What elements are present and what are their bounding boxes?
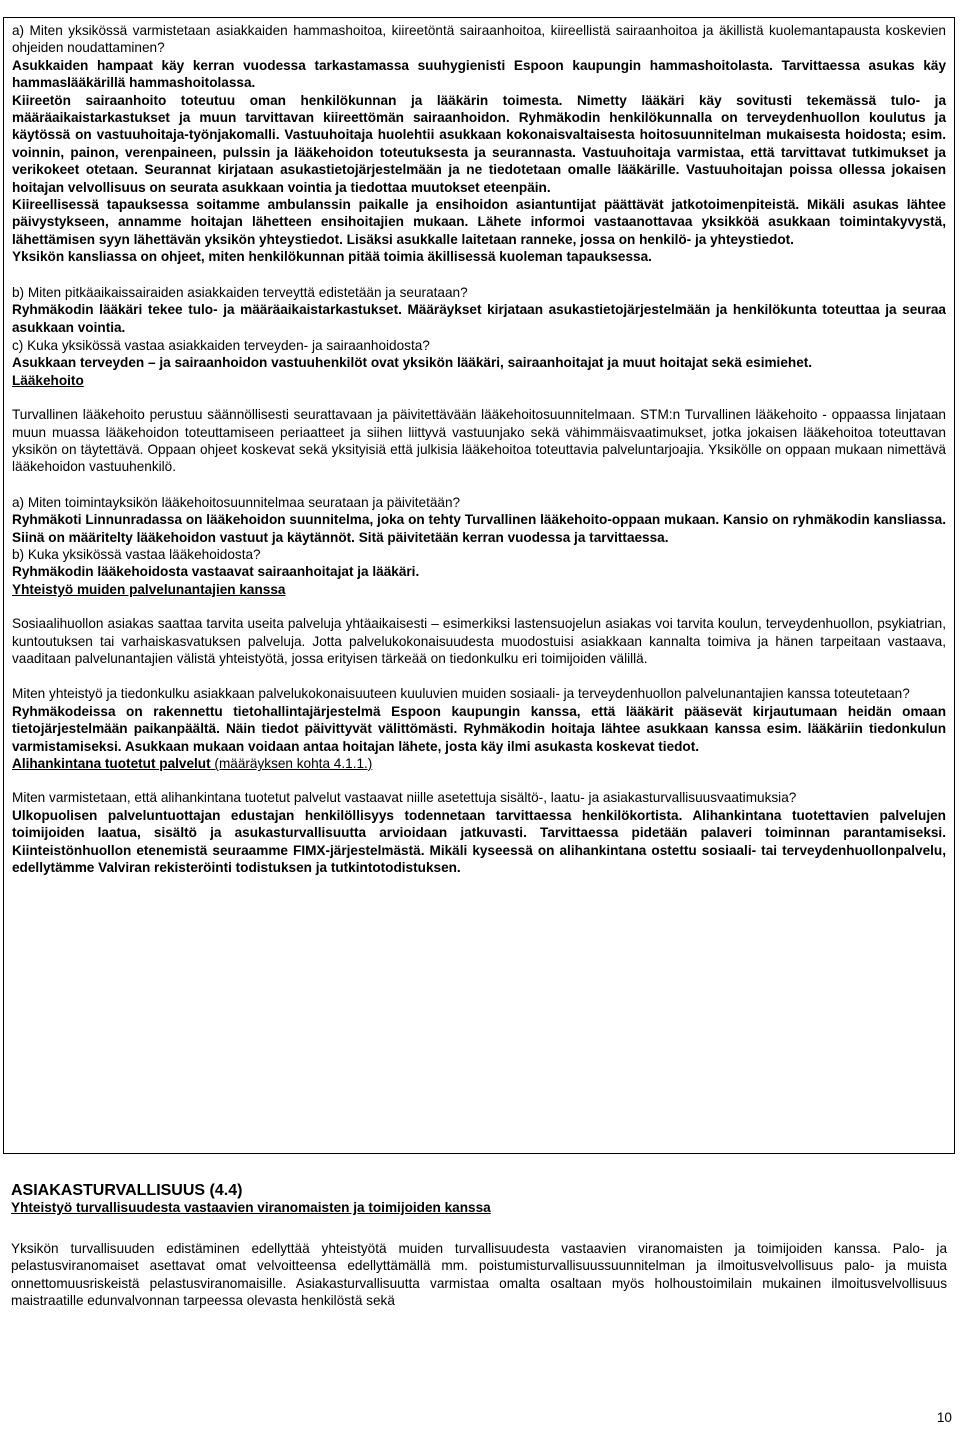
answer-medication-responsibility: Ryhmäkodin lääkehoidosta vastaavat sairaanhoitajat ja lääkäri. <box>12 564 420 580</box>
answer-subcontracting: Ulkopuolisen palveluntuottajan edustajan henkilöllisyys todennetaan tarvittaessa henkilökortista. Alihankintana tuotettavien palvelujen toimijoiden laatua, sisältö ja asukasturvallisuutta arvioidaan jatkuvasti. Tarvittaessa pidetään palaveri toiminnan parantamiseksi. Kiinteistönhuollon etenemistä seuraamme FIMX-järjestelmästä. Mikäli kyseessä on alihankintana ostettu sosiaali- tai terveydenhuollonpalvelu, edellytämme Valviran rekisteröinti todistuksen ja tutkintotodistuksen. <box>12 807 946 876</box>
question-medication-responsibility: b) Kuka yksikössä vastaa lääkehoidosta? <box>12 546 261 562</box>
question-cooperation: Miten yhteistyö ja tiedonkulku asiakkaan palvelukokonaisuuteen kuuluvien muiden sosiaali- ja terveydenhuollon palvelunantajien kanssa toteutetaan? <box>12 686 910 702</box>
answer-dental-care: Asukkaiden hampaat käy kerran vuodessa tarkastamassa suuhygienisti Espoon kaupungin hammashoitolasta. Tarvittaessa asukas käy hammaslääkärillä hammashoitolassa. <box>12 57 946 91</box>
heading-subcontracting <box>12 755 946 772</box>
cooperation-body: Sosiaalihuollon asiakas saattaa tarvita useita palveluja yhtäaikaisesti – esimerkiksi lastensuojelun asiakas voi tarvita koulun, terveydenhuollon, psykiatrian, kuntoutuksen tai varhaiskasvatuksen palveluja. Jotta palvelukokonaisuudesta muodostuisi asiakkaan kannalta toimiva ja hänen tarpeitaan vastaava, vaaditaan palvelunantajien välistä yhteistyötä, jossa erityisen tärkeää on tiedonkulku eri toimijoiden välillä. <box>12 616 946 666</box>
page-number: 10 <box>936 1410 952 1425</box>
question-medication-plan: a) Miten toimintayksikön lääkehoitosuunnitelmaa seurataan ja päivitetään? <box>12 494 461 510</box>
heading-subcontracting-bold: Alihankintana tuotetut palvelut <box>12 756 211 772</box>
bordered-answer-box <box>3 17 955 1154</box>
answer-urgent-care: Kiireellisessä tapauksessa soitamme ambulanssin paikalle ja ensihoidon asiantuntijat päättävät jatkotoimenpiteistä. Mikäli asukas lähtee päivystykseen, annamme hoitajan lähetteen ensihoitajien mukaan. Lähete informoi vastaanottavaa yksikköä asukkaan toimintakyvystä, lähettämisen syyn lähettävän yksikön yhteystiedot. Lisäksi asukkalle laitetaan ranneke, jossa on henkilö- ja yhteystiedot. <box>12 197 946 247</box>
question-long-term-patients: b) Miten pitkäaikaissairaiden asiakkaiden terveyttä edistetään ja seurataan? <box>12 284 468 300</box>
answer-cooperation: Ryhmäkodeissa on rakennettu tietohallintajärjestelmä Espoon kaupungin kanssa, että lääkärit pääsevät kirjautumaan heidän omaan tietojärjestelmään paikanpäältä. Näin tiedot päivittyvät välittömästi. Ryhmäkodin hoitaja lähtee asukkaan kanssa esim. lääkäriin tiedonkulun varmistamiseksi. Asukkaan mukaan voidaan antaa hoitajan lähete, josta käy ilmi asukasta koskevat tiedot. <box>12 703 946 754</box>
question-health-care-instructions: a) Miten yksikössä varmistetaan asiakkaiden hammashoitoa, kiireetöntä sairaanhoitoa, kiireellistä sairaanhoitoa ja äkillistä kuolemantapausta koskevien ohjeiden noudattaminen? <box>12 23 946 56</box>
answer-medication-plan: Ryhmäkoti Linnunradassa on lääkehoidon suunnitelma, joka on tehty Turvallinen lääkehoito-oppaan mukaan. Kansio on ryhmäkodin kansliassa. Siinä on määritelty lääkehoidon vastuut ja käytännöt. Sitä päivitetään kerran vuodessa ja tarvittaessa. <box>12 512 946 545</box>
answer-box-content <box>12 22 946 876</box>
answer-sudden-death: Yksikön kansliassa on ohjeet, miten henkilökunnan pitää toimia äkillisessä kuoleman tapauksessa. <box>12 249 652 265</box>
answer-health-responsibility: Asukkaan terveyden – ja sairaanhoidon vastuuhenkilöt ovat yksikön lääkäri, sairaanhoitajat ja muut hoitajat sekä esimiehet. <box>12 355 813 371</box>
section-body: Yksikön turvallisuuden edistäminen edellyttää yhteistyötä muiden turvallisuudesta vastaavien viranomaisten ja toimijoiden kanssa. Palo- ja pelastusviranomaiset asettavat omat velvoitteensa edellyttämällä mm. poistumisturvallisuussuunnitelman ja ilmoitusvelvollisuus palo- ja muista onnettomuusriskeistä pelastusviranomaisille. Asiakasturvallisuutta varmistaa omalta osaltaan myös holhoustoimilain mukainen ilmoitusvelvollisuus maistraatille edunvalvonnan tarpeessa olevasta henkilöstä sekä <box>11 1241 947 1309</box>
heading-cooperation: Yhteistyö muiden palvelunantajien kanssa <box>12 581 286 597</box>
answer-non-urgent-care: Kiireetön sairaanhoito toteutuu oman henkilökunnan ja lääkärin toimesta. Nimetty lääkäri käy sovitusti tekemässä tulo- ja määräaikaistarkastukset ja muun tarvittavan kiireettömän sairaanhoidon. Ryhmäkodin henkilökunnalla on terveydenhuollon koulutus ja käytössä on vastuuhoitaja-työnjakomalli. Vastuuhoitaja huolehtii asukkaan kokonaisvaltaisesta hoitosuunnitelman mukaisesta hoidosta; esim. voinnin, painon, verenpaineen, pulssin ja lääkehoidon toteutuksesta ja seurannasta. Vastuuhoitaja varmistaa, että tarvittavat tutkimukset ja verikokeet otetaan. Seurannat kirjataan asukastietojärjestelmään ja ne tiedotetaan omalle lääkärille. Vastuuhoitajan poissa ollessa jokaisen hoitajan velvollisuus on seurata asukkaan vointia ja tiedottaa muutokset eteenpäin. <box>12 92 946 195</box>
question-health-responsibility: c) Kuka yksikössä vastaa asiakkaiden terveyden- ja sairaanhoidosta? <box>12 337 430 353</box>
section-title: ASIAKASTURVALLISUUS (4.4) <box>11 1182 243 1199</box>
section-subtitle: Yhteistyö turvallisuudesta vastaavien viranomaisten ja toimijoiden kanssa <box>11 1200 491 1215</box>
heading-medication: Lääkehoito <box>12 372 84 388</box>
question-subcontracting: Miten varmistetaan, että alihankintana tuotetut palvelut vastaavat niille asetettuja sisältö-, laatu- ja asiakasturvallisuusvaatimuksia? <box>12 790 797 806</box>
heading-subcontracting-ref: (määräyksen kohta 4.1.1.) <box>210 756 373 772</box>
answer-long-term-patients: Ryhmäkodin lääkäri tekee tulo- ja määräaikaistarkastukset. Määräykset kirjataan asukastietojärjestelmään ja henkilökunta toteuttaa ja seuraa asukkaan vointia. <box>12 302 946 335</box>
medication-body: Turvallinen lääkehoito perustuu säännöllisesti seurattavaan ja päivitettävään lääkehoitosuunnitelmaan. STM:n Turvallinen lääkehoito - oppaassa linjataan muun muassa lääkehoidon toteuttamiseen periaatteet ja siihen liittyvä vastuunjako sekä vähimmäisvaatimukset, jotka jokaisen lääkehoitoa toteuttavan yksikön on täytettävä. Oppaan ohjeet koskevat sekä yksityisiä että julkisia lääkehoitoa toteuttavia palveluntarjoajia. Yksikölle on oppaan mukaan nimettävä lääkehoidon vastuuhenkilö. <box>12 407 946 475</box>
